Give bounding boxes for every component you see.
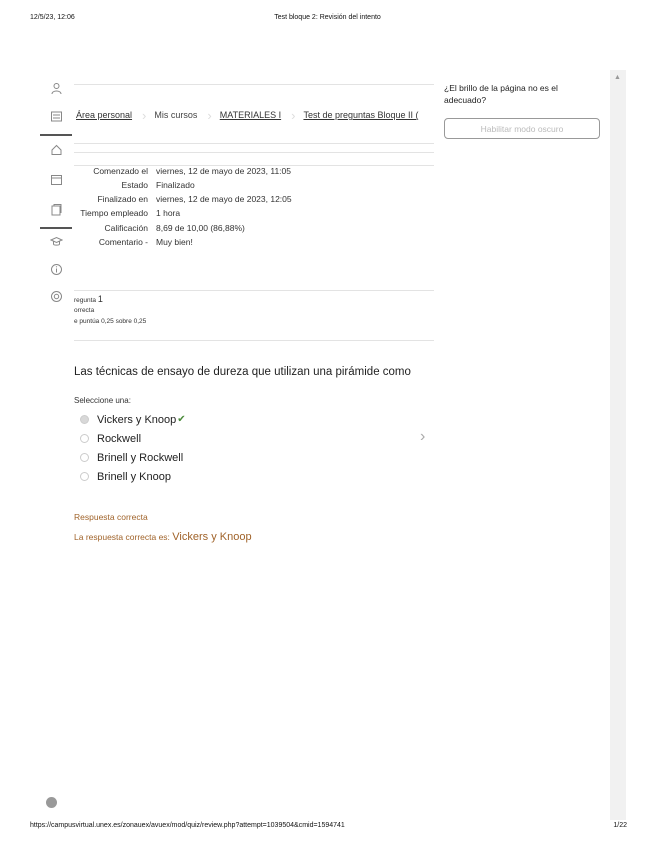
home-icon[interactable] — [49, 143, 63, 157]
question-info — [74, 292, 146, 327]
feedback-answer — [74, 531, 252, 543]
option-label: Rockwell — [97, 432, 142, 445]
divider — [74, 152, 434, 153]
print-title: Test bloque 2: Revisión del intento — [274, 14, 381, 21]
radio-button[interactable] — [80, 453, 89, 462]
summary-label: Tiempo empleado — [80, 208, 148, 218]
question-score: e puntúa 0,25 sobre 0,25 — [74, 317, 147, 325]
participants-icon[interactable] — [49, 82, 63, 96]
breadcrumb-separator: › — [291, 107, 296, 123]
question-label: regunta — [74, 297, 97, 304]
calendar-icon[interactable] — [49, 173, 63, 187]
question-text: Las técnicas de ensayo de dureza que utilizan una pirámide como — [74, 366, 411, 378]
question-prompt: Seleccione una: — [74, 396, 131, 405]
breadcrumb-separator: › — [207, 107, 212, 123]
breadcrumb-quiz[interactable]: Test de preguntas Bloque II ( — [303, 110, 419, 120]
summary-value: 1 hora — [156, 208, 181, 218]
help-lifebuoy-icon[interactable] — [49, 290, 63, 304]
enable-dark-mode-button[interactable]: Habilitar modo oscuro — [444, 118, 600, 139]
summary-value: Muy bien! — [156, 237, 193, 248]
chevron-right-icon[interactable]: › — [420, 428, 426, 445]
option-label: Brinell y Rockwell — [97, 451, 184, 464]
divider — [74, 143, 434, 144]
breadcrumb — [76, 106, 434, 124]
question-number: 1 — [97, 294, 103, 304]
answer-option[interactable] — [80, 429, 186, 448]
summary-label: Comenzado el — [93, 166, 148, 176]
print-url: https://campusvirtual.unex.es/zonauex/avuex/mod/quiz/review.php?attempt=1039504&cmid=1594741 — [30, 822, 345, 829]
summary-row — [70, 166, 292, 176]
dark-mode-question: ¿El brillo de la página no es el adecuado? — [444, 83, 558, 105]
print-page-number: 1/22 — [613, 822, 627, 829]
summary-value: Finalizado — [156, 180, 195, 190]
left-navigation-rail — [40, 80, 72, 820]
scrollbar[interactable] — [610, 70, 626, 820]
divider — [74, 84, 434, 85]
radio-selected[interactable] — [80, 415, 89, 424]
summary-row — [70, 237, 292, 247]
radio-button[interactable] — [80, 434, 89, 443]
info-icon[interactable] — [49, 263, 63, 277]
feedback-title: Respuesta correcta — [74, 512, 148, 522]
feedback-correct-answer: Vickers y Knoop — [172, 531, 252, 543]
divider — [74, 290, 434, 291]
summary-row — [70, 180, 292, 190]
graduation-cap-icon[interactable] — [49, 235, 63, 249]
summary-label: Finalizado en — [97, 194, 148, 204]
summary-row — [70, 223, 292, 233]
print-date: 12/5/23, 12:06 — [30, 14, 75, 21]
option-label: Vickers y Knoop — [97, 413, 177, 426]
answer-option[interactable] — [80, 448, 186, 467]
answer-option[interactable] — [80, 467, 186, 486]
radio-button[interactable] — [80, 472, 89, 481]
scroll-up-arrow-icon[interactable]: ▲ — [614, 74, 621, 81]
breadcrumb-mis-cursos[interactable]: Mis cursos — [154, 110, 198, 120]
divider — [74, 340, 434, 341]
breadcrumb-area-personal[interactable]: Área personal — [76, 110, 133, 120]
correct-check-icon: ✔ — [177, 414, 186, 425]
attempt-summary — [70, 166, 292, 251]
question-state: orrecta — [74, 307, 95, 315]
summary-label: Calificación — [104, 223, 148, 234]
breadcrumb-course[interactable]: MATERIALES I — [219, 110, 282, 120]
answer-options — [80, 410, 186, 486]
summary-label: Estado — [121, 180, 148, 190]
summary-row — [70, 208, 292, 219]
course-index-icon[interactable] — [49, 110, 63, 124]
option-label: Brinell y Knoop — [97, 470, 171, 483]
summary-row — [70, 194, 292, 204]
summary-value: viernes, 12 de mayo de 2023, 11:05 — [156, 166, 291, 176]
breadcrumb-separator: › — [142, 107, 147, 123]
files-icon[interactable] — [49, 203, 63, 217]
summary-value: 8,69 de 10,00 (86,88%) — [156, 223, 245, 234]
feedback-prefix: La respuesta correcta es: — [74, 532, 173, 542]
summary-label: Comentario - — [98, 237, 148, 248]
rail-divider — [40, 227, 72, 229]
summary-value: viernes, 12 de mayo de 2023, 12:05 — [156, 194, 292, 204]
rail-divider — [40, 134, 72, 136]
footer-info-icon[interactable] — [46, 797, 57, 808]
answer-option[interactable] — [80, 410, 186, 429]
